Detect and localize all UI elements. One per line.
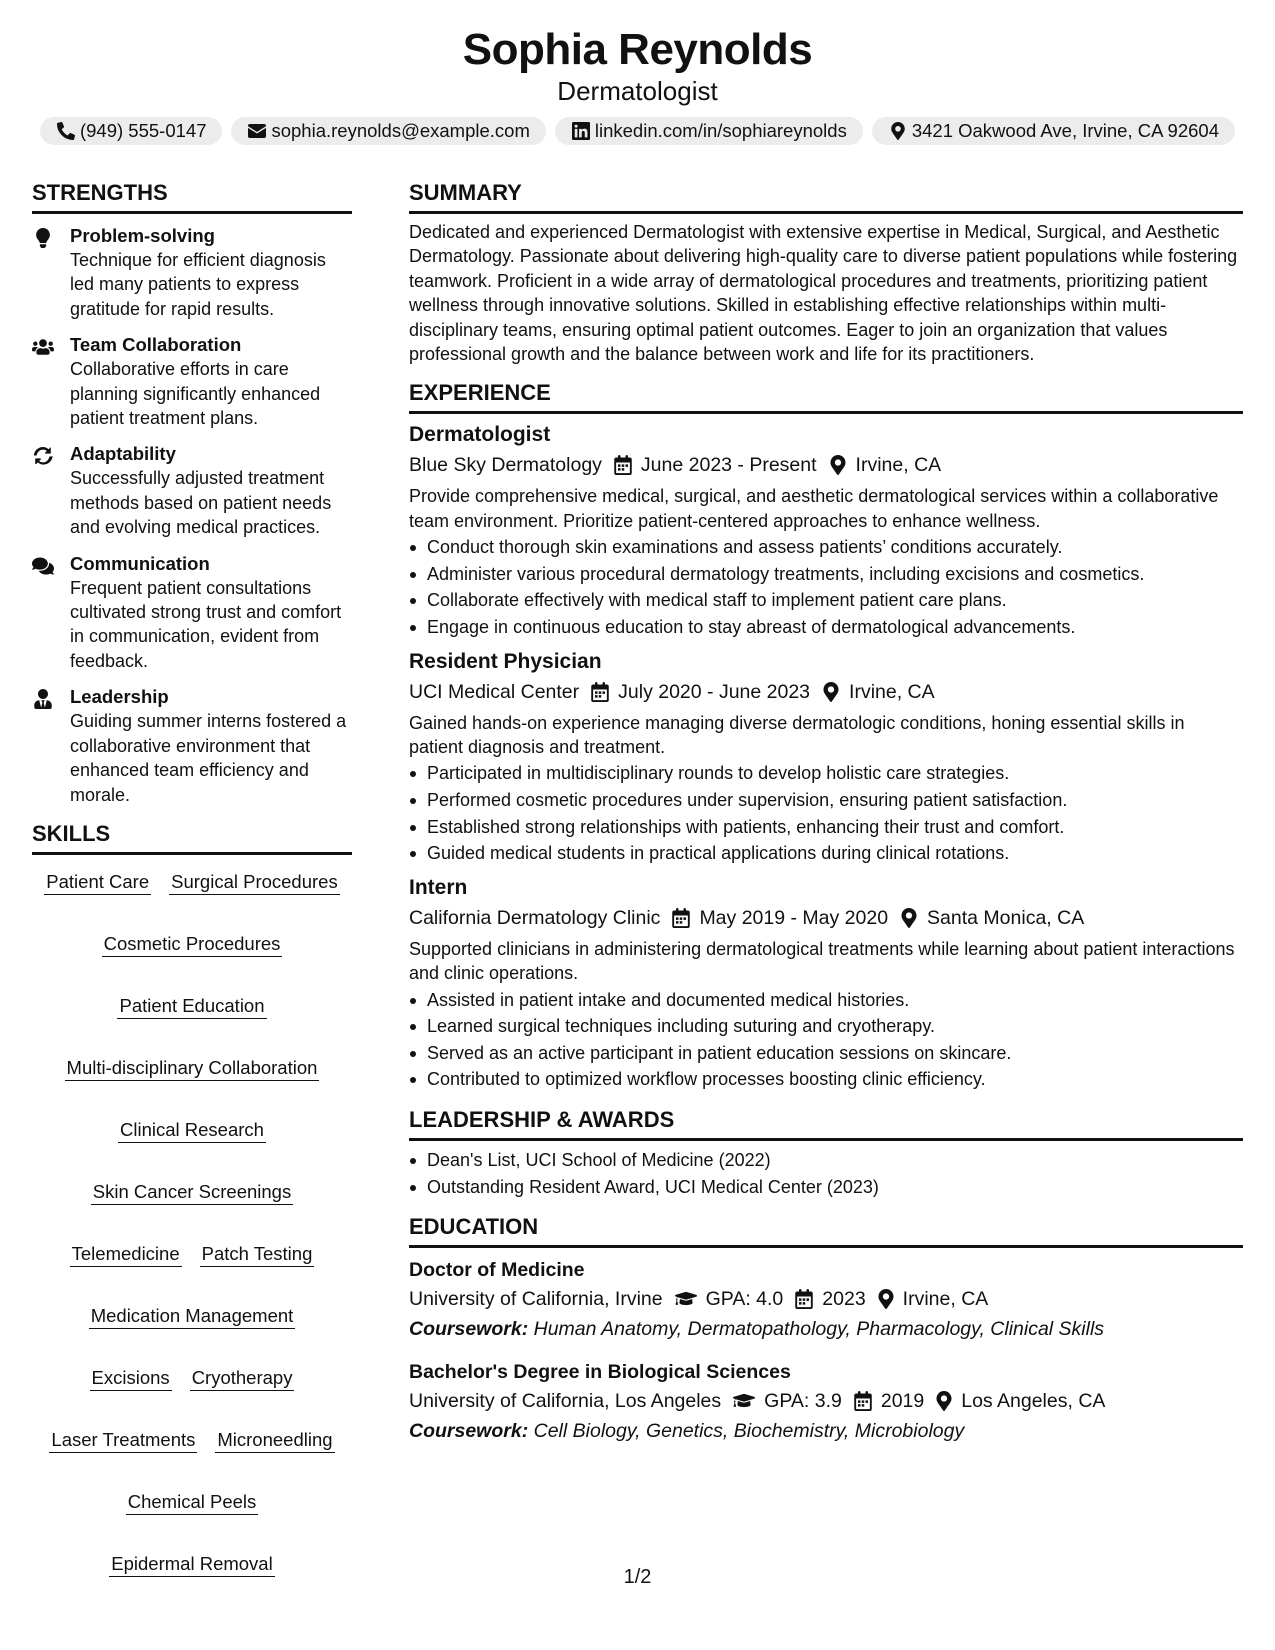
users-icon: [32, 333, 70, 430]
contact-linkedin-text: linkedin.com/in/sophiareynolds: [594, 120, 847, 141]
strength-title: Leadership: [70, 686, 169, 708]
job-title: Dermatologist: [409, 423, 551, 447]
job-location: Irvine, CA: [855, 454, 942, 477]
job-meta: [409, 677, 1243, 707]
linkedin-icon: [571, 121, 591, 141]
strength-item: [32, 552, 352, 674]
gpa: GPA: 4.0: [705, 1288, 784, 1311]
job-dates: June 2023 - Present: [640, 454, 817, 477]
job-company: UCI Medical Center: [409, 680, 580, 703]
coursework-list: Human Anatomy, Dermatopathology, Pharmacology, Clinical Skills: [533, 1318, 1105, 1341]
strength-item: [32, 442, 352, 539]
job-meta: [409, 450, 1243, 480]
candidate-role: Dermatologist: [557, 76, 718, 106]
skill-tag: Clinical Research: [118, 1119, 266, 1143]
skill-tag: Patch Testing: [200, 1243, 315, 1267]
awards-list: [409, 1147, 1243, 1200]
strengths-title: STRENGTHS: [32, 178, 352, 214]
skill-tag: Skin Cancer Screenings: [91, 1181, 293, 1205]
map-pin-icon: [829, 455, 847, 475]
contact-phone[interactable]: [40, 117, 223, 145]
job-desc: Supported clinicians in administering dermatological treatments while learning about patient interactions and clinic operations.: [409, 938, 1235, 984]
school-location: Los Angeles, CA: [961, 1390, 1106, 1413]
job-bullet: Served as an active participant in patient education sessions on skincare.: [409, 1040, 1243, 1067]
education-title: EDUCATION: [409, 1212, 1243, 1248]
strength-title: Adaptability: [70, 443, 176, 465]
strength-item: [32, 333, 352, 430]
comments-icon: [32, 552, 70, 674]
job-bullets: [409, 760, 1243, 866]
strength-title: Problem-solving: [70, 225, 215, 246]
coursework-label: Coursework:: [409, 1420, 529, 1443]
award-item: Dean's List, UCI School of Medicine (2022): [409, 1147, 1243, 1174]
map-pin-icon: [878, 1289, 894, 1309]
contact-phone-text: (949) 555-0147: [79, 120, 207, 141]
job-bullets: [409, 534, 1243, 640]
skill-tag: Chemical Peels: [126, 1491, 259, 1515]
summary-text: Dedicated and experienced Dermatologist with extensive expertise in Medical, Surgical, and Aesthetic Dermatology. Passionate about delivering high-quality care to diverse patient populations while fostering teamwork. Proficient in a wide array of dermatological procedures and treatments, prioritizing patient wellness through innovative solutions. Skilled in establishing effective relationships within multi-disciplinary teams, ensuring optimal patient outcomes. Eager to join an organization that values professional growth and the balance between work and life for its practitioners.: [409, 222, 1238, 365]
phone-icon: [56, 121, 76, 141]
skill-tag: Patient Education: [117, 995, 266, 1019]
calendar-icon: [591, 682, 609, 702]
map-pin-icon: [888, 121, 908, 141]
strength-item: [32, 224, 352, 321]
job-desc: Gained hands-on experience managing diverse dermatologic conditions, honing essential skills in patient diagnosis and treatment.: [409, 712, 1185, 758]
skill-tag: Epidermal Removal: [109, 1553, 274, 1577]
school-name: University of California, Irvine: [409, 1288, 663, 1311]
graduation-year: 2019: [880, 1390, 925, 1413]
envelope-icon: [247, 121, 267, 141]
coursework-label: Coursework:: [409, 1318, 529, 1341]
skill-tag: Medication Management: [89, 1305, 296, 1329]
page-number: 1/2: [623, 1566, 652, 1588]
coursework: [409, 1314, 1243, 1344]
job-bullet: Collaborate effectively with medical staff to implement patient care plans.: [409, 587, 1243, 614]
gpa: GPA: 3.9: [764, 1390, 842, 1413]
job-company: Blue Sky Dermatology: [409, 454, 602, 477]
job-meta: [409, 903, 1243, 933]
contact-email-text: sophia.reynolds@example.com: [271, 120, 530, 141]
sync-icon: [32, 442, 70, 539]
awards-title: LEADERSHIP & AWARDS: [409, 1105, 1243, 1141]
graduation-cap-icon: [675, 1289, 697, 1309]
map-pin-icon: [936, 1391, 952, 1411]
job-company: California Dermatology Clinic: [409, 906, 661, 929]
calendar-icon: [614, 455, 632, 475]
skill-tag: Patient Care: [44, 871, 151, 895]
school-name: University of California, Los Angeles: [409, 1390, 722, 1413]
contact-bar: [0, 117, 1275, 145]
skill-tag: Microneedling: [215, 1429, 334, 1453]
strength-item: [32, 685, 352, 807]
experience-title: EXPERIENCE: [409, 378, 1243, 414]
strengths-section: [32, 178, 352, 807]
awards-section: [409, 1105, 1243, 1200]
resume-header: [0, 0, 1275, 145]
coursework: [409, 1416, 1243, 1446]
summary-section: [409, 178, 1243, 366]
job-desc: Provide comprehensive medical, surgical, and aesthetic dermatological services within a collaborative team environment. Prioritize patient-centered approaches to enhance wellness.: [409, 486, 1219, 531]
job-bullet: Contributed to optimized workflow processes boosting clinic efficiency.: [409, 1066, 1243, 1093]
contact-linkedin[interactable]: [555, 117, 863, 145]
job-bullet: Conduct thorough skin examinations and assess patients’ conditions accurately.: [409, 534, 1243, 561]
job-entry: [409, 420, 1243, 640]
job-bullet: Administer various procedural dermatology treatments, including excisions and cosmetics.: [409, 561, 1243, 588]
strength-desc: Technique for efficient diagnosis led many patients to express gratitude for rapid results.: [70, 250, 326, 319]
job-bullet: Learned surgical techniques including suturing and cryotherapy.: [409, 1013, 1243, 1040]
candidate-name: Sophia Reynolds: [462, 25, 813, 74]
degree-title: Bachelor's Degree in Biological Sciences: [409, 1361, 791, 1384]
job-entry: [409, 873, 1243, 1093]
user-tie-icon: [32, 685, 70, 807]
job-dates: May 2019 - May 2020: [699, 906, 889, 929]
job-bullet: Guided medical students in practical applications during clinical rotations.: [409, 840, 1243, 867]
experience-section: [409, 378, 1243, 1093]
job-bullet: Assisted in patient intake and documented medical histories.: [409, 987, 1243, 1014]
job-title: Intern: [409, 875, 468, 899]
job-bullet: Performed cosmetic procedures under supervision, ensuring patient satisfaction.: [409, 787, 1243, 814]
strength-desc: Frequent patient consultations cultivated strong trust and comfort in communication, evident from feedback.: [70, 577, 342, 671]
degree-title: Doctor of Medicine: [409, 1259, 585, 1282]
skill-tag: Multi-disciplinary Collaboration: [65, 1057, 320, 1081]
education-meta: [409, 1386, 1243, 1416]
lightbulb-icon: [32, 224, 70, 321]
graduation-year: 2023: [822, 1288, 866, 1311]
strength-desc: Successfully adjusted treatment methods based on patient needs and evolving medical practices.: [70, 468, 332, 538]
strength-title: Communication: [70, 552, 210, 574]
calendar-icon: [854, 1391, 872, 1411]
skill-tag: Laser Treatments: [49, 1429, 197, 1453]
map-pin-icon: [822, 682, 840, 702]
calendar-icon: [672, 908, 690, 928]
contact-email[interactable]: [231, 117, 545, 145]
calendar-icon: [795, 1289, 813, 1309]
skills-title: SKILLS: [32, 819, 352, 855]
job-entry: [409, 647, 1243, 867]
job-bullet: Engage in continuous education to stay abreast of dermatological advancements.: [409, 614, 1243, 641]
skill-tag: Cosmetic Procedures: [102, 933, 283, 957]
education-meta: [409, 1284, 1243, 1314]
strength-title: Team Collaboration: [70, 334, 242, 356]
skills-section: [32, 819, 352, 1577]
summary-title: SUMMARY: [409, 178, 1243, 214]
skill-tag: Excisions: [90, 1367, 172, 1391]
left-column: [32, 178, 352, 1577]
skill-tag: Telemedicine: [70, 1243, 182, 1267]
map-pin-icon: [900, 908, 918, 928]
education-section: [409, 1212, 1243, 1446]
job-location: Santa Monica, CA: [927, 906, 1085, 929]
education-entry: [409, 1256, 1243, 1344]
graduation-cap-icon: [733, 1391, 755, 1411]
job-dates: July 2020 - June 2023: [618, 680, 811, 703]
job-bullet: Established strong relationships with patients, enhancing their trust and comfort.: [409, 814, 1243, 841]
award-item: Outstanding Resident Award, UCI Medical Center (2023): [409, 1174, 1243, 1201]
contact-address-text: 3421 Oakwood Ave, Irvine, CA 92604: [911, 120, 1220, 141]
job-bullets: [409, 987, 1243, 1093]
education-entry: [409, 1358, 1243, 1446]
skill-tag: Cryotherapy: [190, 1367, 295, 1391]
job-location: Irvine, CA: [849, 680, 935, 703]
job-bullet: Participated in multidisciplinary rounds to develop holistic care strategies.: [409, 760, 1243, 787]
job-title: Resident Physician: [409, 649, 602, 673]
strength-desc: Guiding summer interns fostered a collaborative environment that enhanced team efficiency and morale.: [70, 711, 347, 805]
contact-address[interactable]: [872, 117, 1235, 145]
coursework-list: Cell Biology, Genetics, Biochemistry, Microbiology: [533, 1420, 965, 1443]
strength-desc: Collaborative efforts in care planning significantly enhanced patient treatment plans.: [70, 359, 321, 429]
school-location: Irvine, CA: [902, 1288, 989, 1311]
skill-tag: Surgical Procedures: [169, 871, 340, 895]
right-column: [409, 178, 1243, 1446]
